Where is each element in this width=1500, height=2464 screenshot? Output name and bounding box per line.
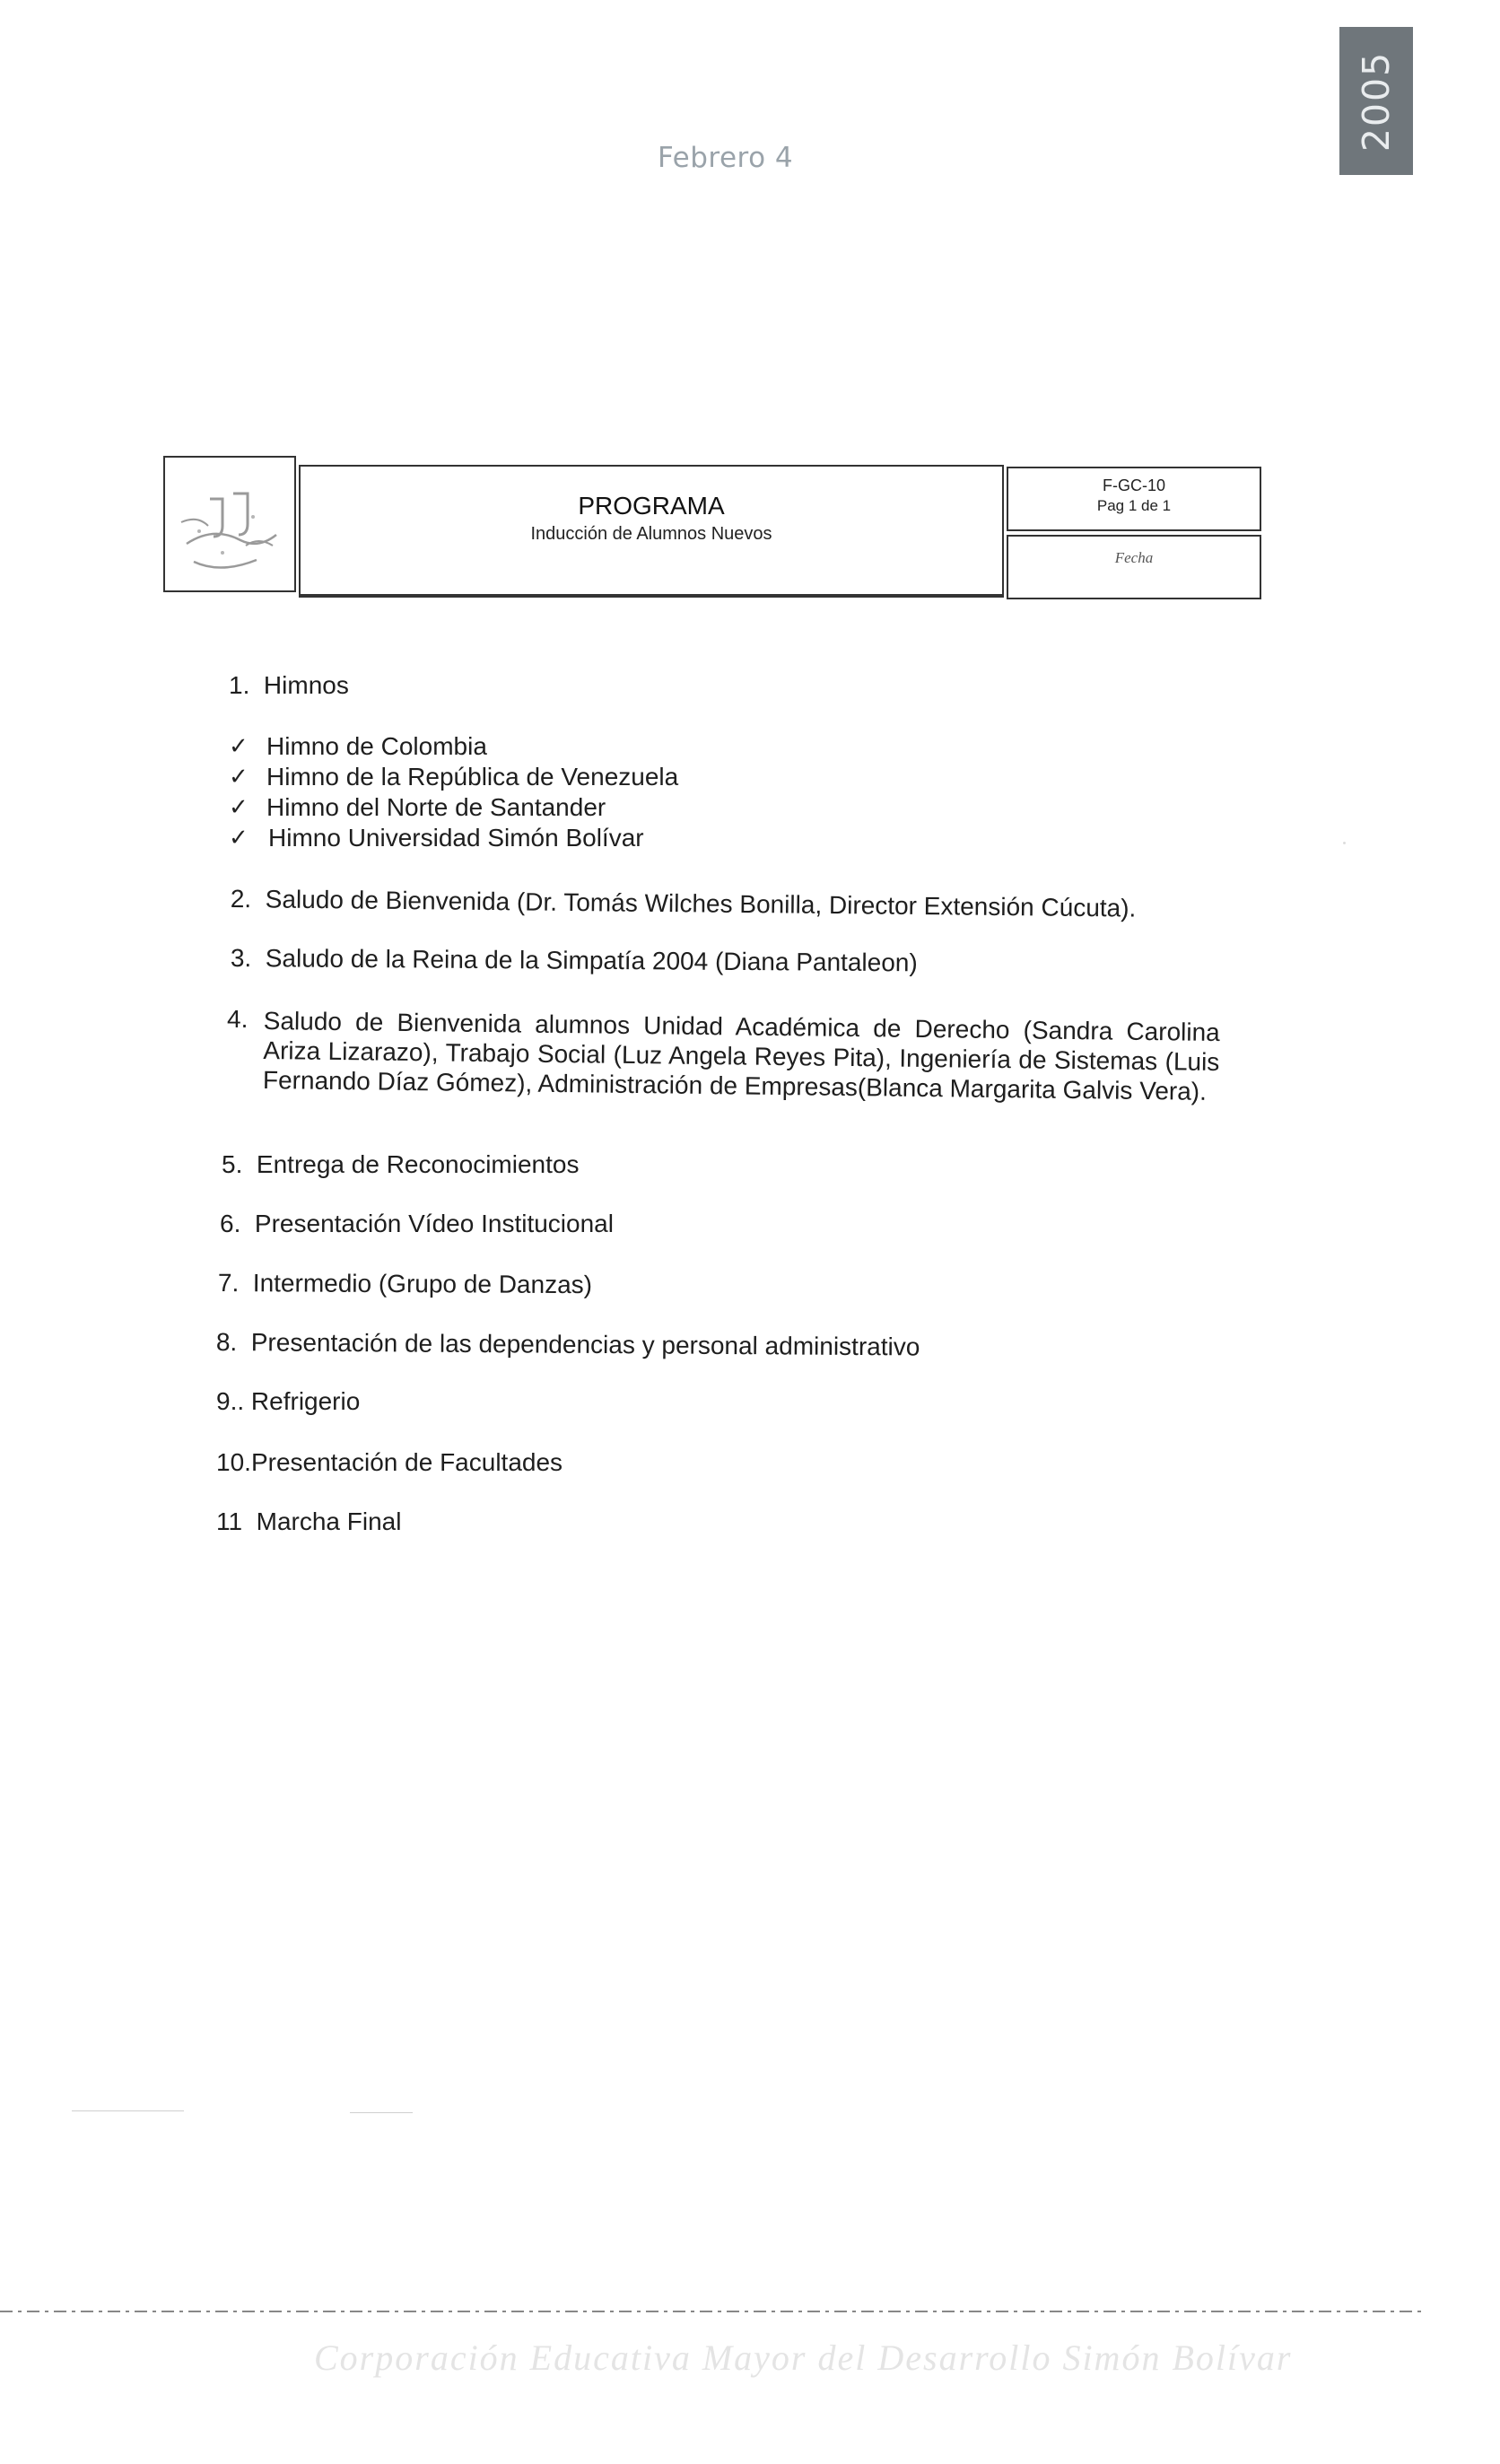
check-icon: ✓ <box>229 793 249 820</box>
scan-speck <box>1343 842 1346 844</box>
form-subtitle: Inducción de Alumnos Nuevos <box>530 524 772 544</box>
program-item-7 <box>218 1269 592 1299</box>
program-item-1 <box>229 671 349 700</box>
item-text: Intermedio (Grupo de Danzas) <box>252 1269 593 1299</box>
form-date-box <box>1007 535 1261 599</box>
hymn-item: Himno de Colombia <box>266 732 487 760</box>
item-text: Entrega de Reconocimientos <box>256 1150 580 1178</box>
program-item-3 <box>231 944 918 977</box>
institution-logo <box>169 463 289 585</box>
item-number: 3. <box>230 944 252 973</box>
footer-text: Corporación Educativa Mayor del Desarrollo Simón Bolívar <box>314 2337 1293 2378</box>
check-icon: ✓ <box>229 732 249 759</box>
item-number: 5. <box>222 1150 243 1178</box>
form-code-box <box>1007 467 1261 531</box>
form-title: PROGRAMA <box>578 492 725 520</box>
year-tab <box>1339 27 1413 175</box>
item-number: 1. <box>229 671 250 699</box>
check-icon: ✓ <box>229 824 249 851</box>
program-item-6 <box>220 1210 614 1238</box>
year-label: 2005 <box>1355 50 1398 152</box>
item-number: 6. <box>220 1210 241 1237</box>
check-icon: ✓ <box>229 763 249 790</box>
program-item-10 <box>216 1448 562 1477</box>
item-number: 8. <box>215 1328 238 1357</box>
item-number: 11 <box>216 1507 243 1535</box>
program-item-11 <box>216 1507 401 1536</box>
item-text: . Refrigerio <box>237 1387 361 1415</box>
form-page-count: Pag 1 de 1 <box>1096 497 1172 514</box>
program-item-5 <box>222 1150 579 1179</box>
faint-rule <box>72 2110 184 2111</box>
item-text: Himnos <box>263 671 349 699</box>
item-number: 7. <box>217 1269 240 1298</box>
item-text: Presentación de las dependencias y personal administrativo <box>250 1328 920 1361</box>
footer-divider <box>0 2311 1426 2312</box>
program-item-9 <box>216 1387 360 1416</box>
hymn-item: Himno Universidad Simón Bolívar <box>268 824 644 852</box>
item-text: Marcha Final <box>256 1507 402 1535</box>
item-number: 9. <box>216 1387 238 1415</box>
item-text: Presentación Vídeo Institucional <box>254 1210 614 1237</box>
hymn-item: Himno de la República de Venezuela <box>266 763 679 791</box>
item-text: Saludo de Bienvenida (Dr. Tomás Wilches Bonilla, Director Extensión Cúcuta). <box>265 885 1137 922</box>
program-item-4-number: 4. <box>227 1005 249 1033</box>
hymn-item: Himno del Norte de Santander <box>266 793 606 821</box>
form-date-label: Fecha <box>1114 549 1154 566</box>
program-item-2 <box>231 885 1137 923</box>
date-header: Febrero 4 <box>658 142 794 174</box>
item-number: 10. <box>216 1448 251 1476</box>
program-item-8 <box>216 1328 920 1361</box>
form-title-underline <box>299 596 1004 598</box>
item-text: Saludo de la Reina de la Simpatía 2004 (Diana Pantaleon) <box>265 944 918 977</box>
form-title-box <box>299 465 1004 596</box>
program-item-4: Saludo de Bienvenida alumnos Unidad Académica de Derecho (Sandra Carolina Ariza Lizarazo), Trabajo Social (Luz Angela Reyes Pita), Ingeniería de Sistemas (Luis Fernando Díaz Gómez), Administración de Empresas(Blanca Margarita Galvis Vera). <box>262 1006 1220 1105</box>
item-number: 2. <box>230 885 252 913</box>
institution-logo-box <box>163 456 296 592</box>
item-text: Presentación de Facultades <box>250 1448 563 1476</box>
form-code: F-GC-10 <box>1102 476 1165 494</box>
faint-rule <box>350 2112 413 2113</box>
